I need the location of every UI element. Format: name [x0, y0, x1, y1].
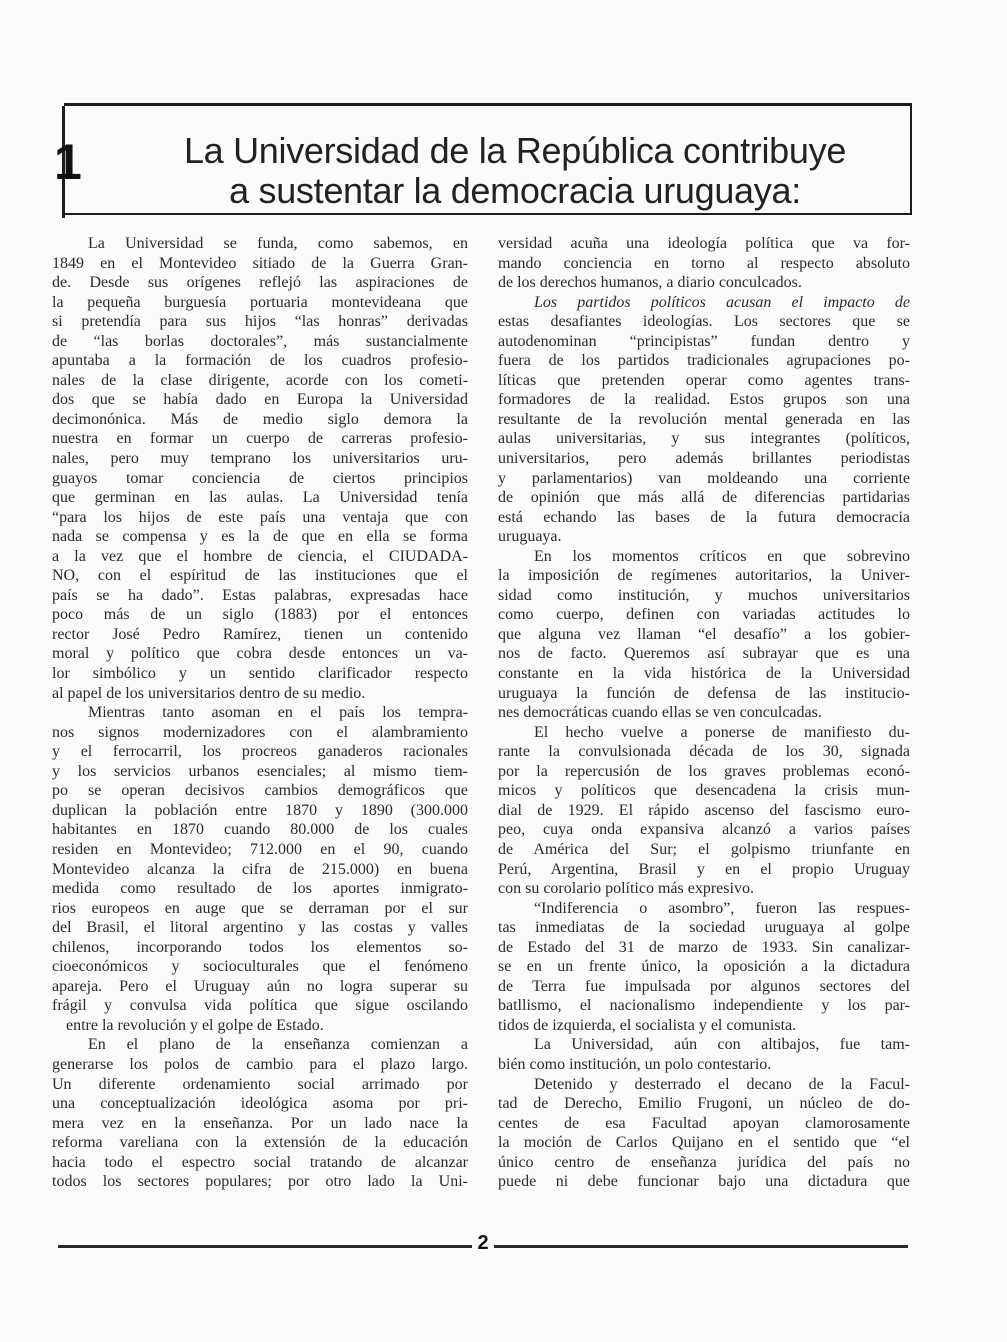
text-line: hacia todo el espectro social tratando de alcanzar — [52, 1153, 468, 1171]
page-title-line-1: La Universidad de la República contribuye — [183, 130, 847, 171]
text-line: de. Desde sus orígenes reflejó las aspiraciones de — [52, 274, 468, 292]
text-line: tas inmediatas de la sociedad uruguaya al golpe — [498, 919, 910, 937]
text-line: guayos tomar conciencia de ciertos principios — [52, 469, 468, 487]
text-line: batllismo, el nacionalismo independiente y los par- — [498, 997, 910, 1015]
text-line: puede ni debe funcionar bajo una dictadura que — [498, 1173, 910, 1191]
text-line: que germinan en las aulas. La Universidad tenía — [52, 489, 468, 507]
page-number: 2 — [477, 1232, 489, 1254]
text-column-right — [498, 234, 910, 1192]
text-line: uruguaya. — [498, 528, 562, 546]
text-line: la pequeña burguesía portuaria montevideana que — [52, 293, 468, 311]
text-line: país se ha dado”. Estas palabras, expresadas hace — [52, 586, 468, 604]
text-line: po se operan decisivos cambios demográficos que — [52, 782, 468, 800]
text-line: autodenominan “principistas” fundan dentro y — [498, 332, 910, 350]
text-line: una conceptualización ideológica asoma por pri- — [52, 1095, 468, 1113]
text-line: La Universidad, aún con altibajos, fue tam- — [534, 1036, 910, 1054]
text-line: generarse los polos de cambio para el plazo largo. — [52, 1055, 468, 1073]
text-line: habitantes en 1870 cuando 80.000 de los cuales — [52, 821, 468, 839]
text-line: de los derechos humanos, a diario conculcados. — [498, 274, 802, 292]
text-line: En el plano de la enseñanza comienzan a — [88, 1036, 468, 1054]
text-line: dial de 1929. El rápido ascenso del fascismo euro- — [498, 801, 910, 819]
text-line: poco más de un siglo (1883) por el entonces — [52, 606, 468, 624]
text-line: moral y político que cobra desde entonces un va- — [52, 645, 468, 663]
text-line: “Indiferencia o asombro”, fueron las respues- — [534, 899, 910, 917]
text-line: resultante de la revolución mental generada en las — [498, 410, 910, 428]
text-line: NO, con el espíritud de las instituciones que el — [52, 567, 468, 585]
text-line: Montevideo alcanza la cifra de 215.000) en buena — [52, 860, 468, 878]
text-line: En los momentos críticos en que sobrevino — [534, 547, 910, 565]
text-line: mera vez en la enseñanza. Por un lado nace la — [52, 1114, 468, 1132]
text-line: rector José Pedro Ramírez, tienen un contenido — [52, 625, 468, 643]
text-line: chilenos, incorporando todos los elementos so- — [52, 938, 468, 956]
text-line: mando conciencia en torno al respecto absoluto — [498, 254, 910, 272]
text-line: nos de facto. Queremos así subrayar que es una — [498, 645, 910, 663]
text-line: versidad acuña una ideología política que va for- — [498, 235, 910, 252]
text-column-left — [52, 234, 468, 1192]
text-line: de “las borlas doctorales”, más sustancialmente — [52, 332, 468, 350]
chapter-number: 1 — [54, 134, 82, 190]
text-line: cioeconómicos y socioculturales que el fenómeno — [52, 958, 468, 976]
text-line: si pretendía para sus hijos “las honras” derivadas — [52, 313, 468, 331]
text-line: micos y políticos que desencadena la crisis mun- — [498, 782, 910, 800]
text-line: la imposición de regímenes autoritarios, la Univer- — [498, 567, 910, 585]
text-line: de Terra fue impulsada por algunos sectores del — [498, 977, 910, 995]
text-line: con su corolario político más expresivo. — [498, 880, 754, 898]
text-line: apuntaba a la formación de los cuadros profesio- — [52, 352, 468, 370]
text-line: todos los sectores populares; por otro lado la Uni- — [52, 1173, 468, 1191]
text-line: duplican la población entre 1870 y 1890 (300.000 — [52, 801, 468, 819]
text-line: tad de Derecho, Emilio Frugoni, un núcleo de do- — [498, 1095, 910, 1113]
text-line: Mientras tanto asoman en el país los tempra- — [88, 704, 468, 722]
text-line: aulas universitarias, y sus integrantes (políticos, — [498, 430, 910, 448]
text-line: nos signos modernizadores con el alambramiento — [52, 723, 468, 741]
text-line: centes de esa Facultad apoyan clamorosamente — [498, 1114, 910, 1132]
text-line: uruguaya la función de defensa de las institucio- — [498, 684, 910, 702]
text-line: 1849 en el Montevideo sitiado de la Guerra Gran- — [52, 254, 468, 272]
text-line: formadores de la realidad. Estos grupos son una — [498, 391, 910, 409]
text-line: y los servicios urbanos esenciales; al mismo tiem- — [52, 762, 468, 780]
text-line: de opinión que más allá de diferencias partidarias — [498, 489, 910, 507]
text-line: Los partidos políticos acusan el impacto de — [534, 293, 910, 311]
text-line: lor simbólico y un sentido clarificador respecto — [52, 665, 468, 683]
text-line: está echando las bases de la futura democracia — [498, 508, 910, 526]
text-line: peo, cuya onda expansiva alcanzó a varios países — [498, 821, 910, 839]
text-line: entre la revolución y el golpe de Estado. — [66, 1016, 324, 1034]
text-line: decimonónica. Más de medio siglo demora la — [52, 410, 468, 428]
text-line: nada se compensa y es la de que en ella se forma — [52, 528, 468, 546]
text-line: reforma vareliana con la extensión de la educación — [52, 1134, 468, 1152]
footer-rule-left — [58, 1245, 472, 1248]
text-line: nales de la clase dirigente, acorde con los cometi- — [52, 371, 468, 389]
text-line: universitarios, pero además brillantes periodistas — [498, 450, 910, 468]
text-line: y parlamentarios) van moldeando una corriente — [498, 469, 910, 487]
text-line: del Brasil, el litoral argentino y las costas y valles — [52, 919, 468, 937]
footer-rule-right — [494, 1245, 908, 1248]
text-line: rios europeos en auge que se derraman por el sur — [52, 899, 468, 917]
text-line: nuestra en formar un cuerpo de carreras profesio- — [52, 430, 468, 448]
text-line: tidos de izquierda, el socialista y el comunista. — [498, 1016, 797, 1034]
text-line: la moción de Carlos Quijano en el sentido que “el — [498, 1134, 910, 1152]
text-line: fuera de los partidos tradicionales agrupaciones po- — [498, 352, 910, 370]
text-line: y el ferrocarril, los procreos ganaderos racionales — [52, 743, 468, 761]
text-line: al papel de los universitarios dentro de su medio. — [52, 684, 366, 702]
text-line: se en un frente único, la oposición a la dictadura — [498, 958, 910, 976]
text-line: de América del Sur; el golpismo triunfante en — [498, 840, 910, 858]
text-line: “para los hijos de este país una ventaja que con — [52, 508, 468, 526]
text-line: Detenido y desterrado el decano de la Facul- — [534, 1075, 910, 1093]
text-line: por la repercusión de los graves problemas econó- — [498, 762, 910, 780]
text-line: El hecho vuelve a ponerse de manifiesto du- — [534, 723, 910, 741]
text-line: frágil y convulsa vida política que sigue oscilando — [52, 997, 468, 1015]
text-line: constante en la vida histórica de la Universidad — [498, 665, 910, 683]
text-line: líticas que pretenden operar como agentes trans- — [498, 371, 910, 389]
text-line: a la vez que el hombre de ciencia, el CIUDADA- — [52, 547, 468, 565]
text-line: como cuerpo, definen con variadas actitudes lo — [498, 606, 910, 624]
text-line: estas desafiantes ideologías. Los sectores que se — [498, 313, 910, 331]
text-line: residen en Montevideo; 712.000 en el 90, cuando — [52, 840, 468, 858]
text-line: único centro de enseñanza jurídica del país no — [498, 1153, 910, 1171]
text-line: nales, pero muy temprano los universitarios uru- — [52, 450, 468, 468]
text-line: nes democráticas cuando ellas se ven conculcadas. — [498, 704, 822, 722]
page-title-line-2: a sustentar la democracia uruguaya: — [229, 170, 801, 211]
text-line: sidad como institución, y muchos universitarios — [498, 586, 910, 604]
text-line: dos que se había dado en Europa la Universidad — [52, 391, 468, 409]
text-line: medida como resultado de los aportes inmigrato- — [52, 880, 468, 898]
text-line: bién como institución, un polo contestario. — [498, 1055, 772, 1073]
text-line: de Estado del 31 de marzo de 1933. Sin canalizar- — [498, 938, 910, 956]
text-line: La Universidad se funda, como sabemos, en — [88, 235, 468, 252]
text-line: rante la convulsionada década de los 30, signada — [498, 743, 910, 761]
text-line: apareja. Pero el Uruguay aún no logra superar su — [52, 977, 468, 995]
text-line: que alguna vez llaman “el desafío” a los gobier- — [498, 625, 910, 643]
text-line: Perú, Argentina, Brasil y en el propio Uruguay — [498, 860, 910, 878]
text-line: Un diferente ordenamiento social arrimado por — [52, 1075, 468, 1093]
